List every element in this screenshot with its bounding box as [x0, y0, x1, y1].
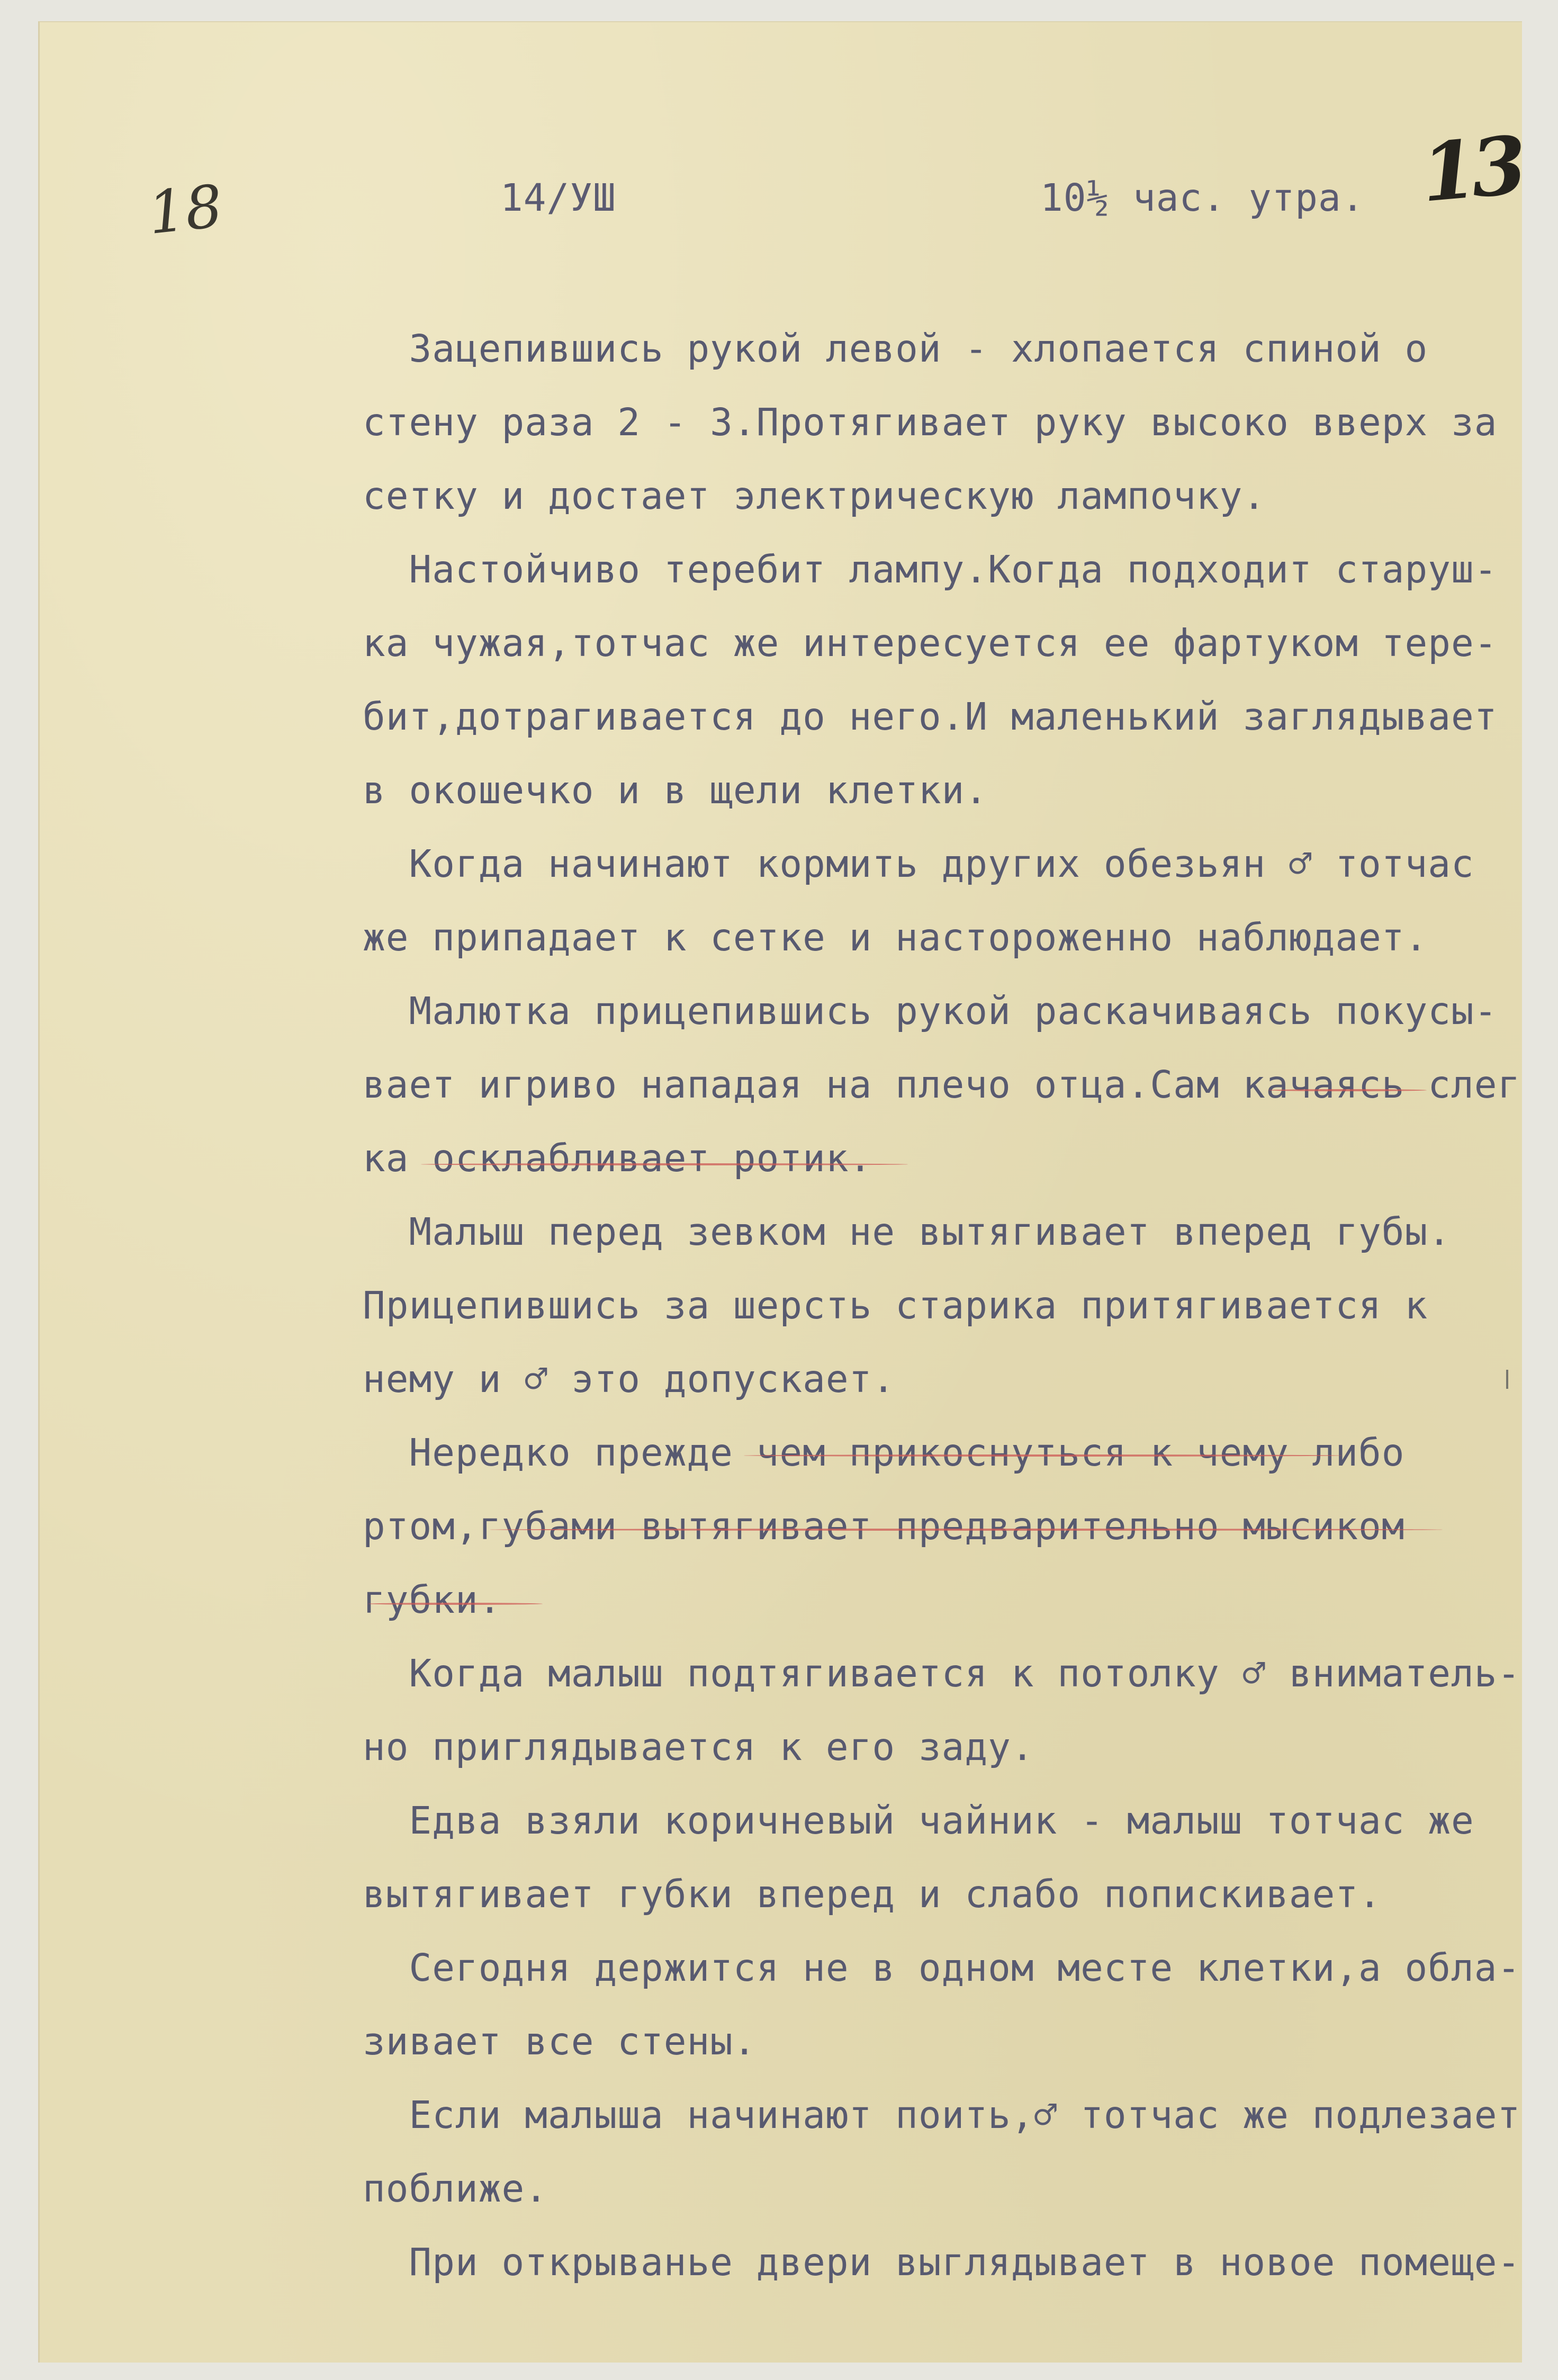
- red-pencil-underline: [490, 1529, 1443, 1531]
- margin-tick-mark: [1506, 1370, 1508, 1389]
- folio-number: 13: [1417, 119, 1526, 220]
- text-line: Когда малыш подтягивается к потолку ♂ вниматель-: [363, 1651, 1521, 1695]
- text-line: Прицепившись за шерсть старика притягивается к: [363, 1283, 1428, 1327]
- text-line: Зацепившись рукой левой - хлопается спиной о: [363, 327, 1428, 371]
- text-line: Если малыша начинают поить,♂ тотчас же подлезает: [363, 2093, 1521, 2137]
- text-line: сетку и достает электрическую лампочку.: [363, 474, 1266, 518]
- text-line: в окошечко и в щели клетки.: [363, 768, 988, 812]
- text-line: При открываньe двери выглядывает в новое помеще-: [363, 2240, 1521, 2284]
- text-line: но приглядывается к его заду.: [363, 1725, 1034, 1769]
- text-line: бит,дотрагивается до него.И маленький заглядывает: [363, 695, 1498, 739]
- text-line: вает игриво нападая на плечо отца.Сам качаясь слег: [363, 1063, 1521, 1107]
- red-pencil-underline: [421, 1163, 908, 1165]
- text-line: Настойчиво теребит лампу.Когда подходит старуш-: [363, 547, 1498, 591]
- red-pencil-underline: [368, 1603, 543, 1605]
- red-pencil-underline: [1268, 1089, 1427, 1091]
- text-line: Сегодня держится не в одном месте клетки,а обла-: [363, 1946, 1521, 1990]
- text-line: Малютка прицепившись рукой раскачиваясь покусы-: [363, 989, 1498, 1033]
- text-line: Малыш перед зевком не вытягивает вперед губы.: [363, 1210, 1452, 1254]
- entry-date: 14/УШ: [500, 176, 616, 220]
- text-line: ртом,губами вытягивает предварительно мысиком: [363, 1504, 1405, 1548]
- text-line: Когда начинают кормить других обезьян ♂ тотчас: [363, 842, 1474, 886]
- text-line: стену раза 2 - 3.Протягивает руку высоко вверх за: [363, 400, 1498, 444]
- text-line: ка чужая,тотчас же интересуется ее фартуком тере-: [363, 621, 1498, 665]
- text-line: Нередко прежде чем прикоснуться к чему либо: [363, 1431, 1405, 1475]
- text-line: поближе.: [363, 2167, 548, 2211]
- red-pencil-underline: [744, 1454, 1342, 1457]
- text-line: же припадает к сетке и настороженно наблюдает.: [363, 915, 1428, 959]
- text-line: губки.: [363, 1578, 502, 1622]
- document-page: [38, 21, 1526, 2363]
- text-line: нему и ♂ это допускает.: [363, 1357, 896, 1401]
- entry-time: 10½ час. утра.: [1040, 176, 1365, 220]
- text-line: Едва взяли коричневый чайник - малыш тотчас же: [363, 1799, 1474, 1843]
- text-line: зивает все стены.: [363, 2019, 757, 2063]
- margin-page-number: 18: [145, 172, 226, 247]
- text-line: вытягивает губки вперед и слабо попискивает.: [363, 1872, 1382, 1916]
- text-line: ка осклабливает ротик.: [363, 1136, 872, 1180]
